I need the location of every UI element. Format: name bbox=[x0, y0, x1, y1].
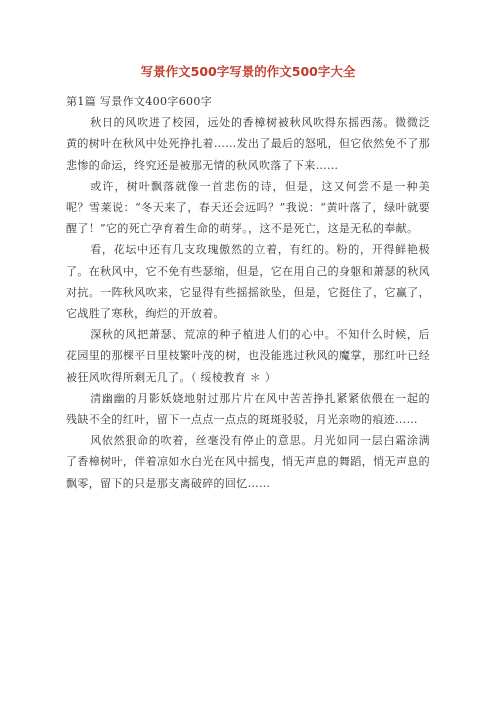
section-heading: 第1篇 写景作文400字600字 bbox=[66, 95, 213, 108]
document-body bbox=[66, 91, 430, 494]
paragraph-6: 风依然狠命的吹着，丝毫没有停止的意思。月光如同一层白霜涂满了香樟树叶，伴着凉如水白光在风中摇曳，悄无声息的舞蹈，悄无声息的飘零，留下的只是那支离破碎的回忆…… bbox=[66, 434, 430, 490]
paragraph-3: 看，花坛中还有几支玫瑰傲然的立着，有红的。粉的，开得鲜艳极了。在秋风中，它不免有些瑟缩，但是，它在用自己的身躯和萧瑟的秋风对抗。一阵秋风吹来，它显得有些摇摇欲坠，但是，它挺住了，它赢了，它战胜了寒秋，绚烂的开放着。 bbox=[66, 243, 430, 321]
paragraph-2: 或许，树叶飘落就像一首悲伤的诗，但是，这又何尝不是一种美呢？雪莱说：“冬天来了，春天还会远吗？”我说：“黄叶落了，绿叶就要醒了！”它的死亡孕育着生命的萌芽。，这不是死亡，这是无私的奉献。 bbox=[66, 179, 430, 236]
paragraph-1: 秋日的风吹进了校园，远处的香樟树被秋风吹得东摇西荡。微微泛黄的树叶在秋风中处死挣扎着……发出了最后的怒吼，但它依然免不了那悲惨的命运，终究还是被那无情的秋风吹落了下来…… bbox=[66, 116, 430, 172]
paragraph-5: 清幽幽的月影妖娆地射过那片片在风中苦苦挣扎紧紧依偎在一起的残缺不全的红叶，留下一点点一点点的斑斑驳驳，月光亲吻的痕迹…… bbox=[66, 391, 430, 427]
paragraph-4: 深秋的风把萧瑟、荒凉的种子植进人们的心中。不知什么时候，后花园里的那棵平日里枝繁叶茂的树，也没能逃过秋风的魔掌，那红叶已经被狂风吹得所剩无几了。（ 绥棱教育 ＊ ） bbox=[66, 328, 430, 384]
document-title: 写景作文500字写景的作文500字大全 bbox=[140, 64, 356, 79]
